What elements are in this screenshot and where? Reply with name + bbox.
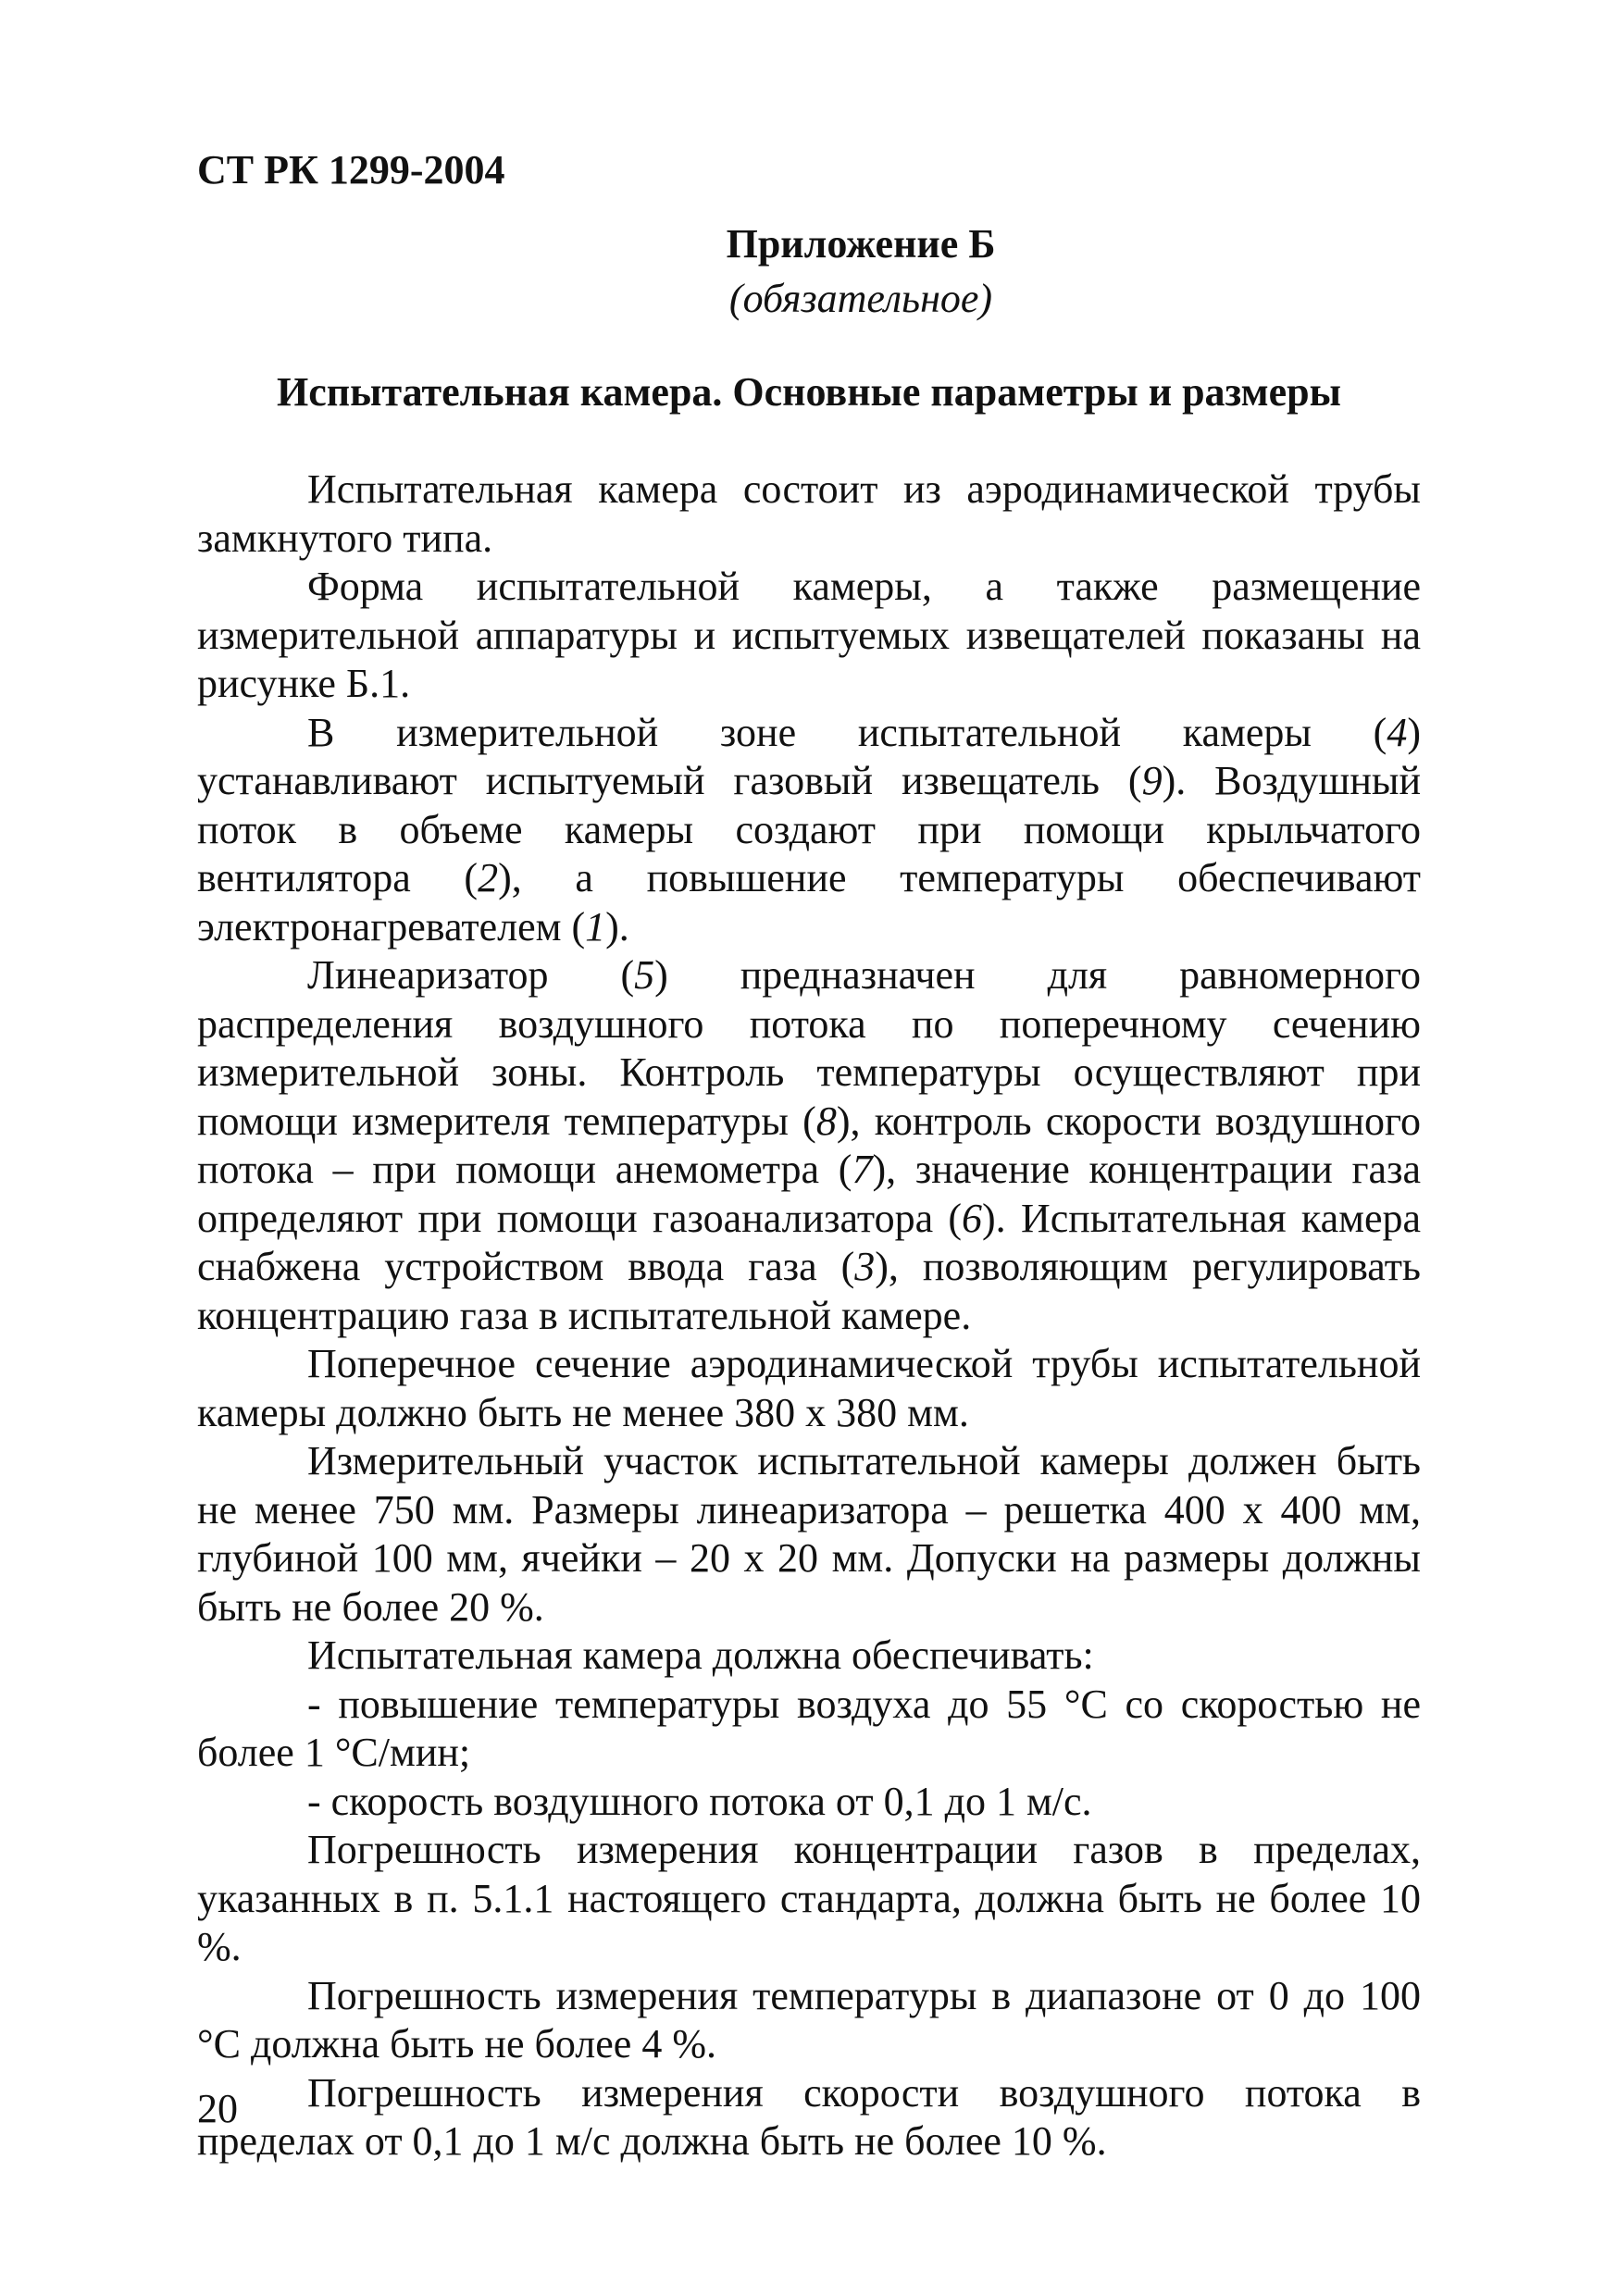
paragraph: Испытательная камера должна обеспечивать:	[307, 1632, 1094, 1678]
paragraph: Линеаризатор (5) предназначен для равномерного распределения воздушного потока по поперечному сечению измерительной зоны. Контроль температуры осуществляют при помощи измерителя температуры (8), контроль скорости воздушного потока – при помощи анемометра (7), значение концентрации газа определяют при помощи газоанализатора (6). Испытательная камера снабжена устройством ввода газа (3), позволяющим регулировать концентрацию газа в испытательной камере.	[197, 952, 1422, 1338]
paragraph: Погрешность измерения концентрации газов в пределах, указанных в п. 5.1.1 настоящего стандарта, должна быть не более 10 %.	[197, 1827, 1421, 1969]
paragraph: Погрешность измерения скорости воздушного потока в пределах от 0,1 до 1 м/с должна быть не более 10 %.	[197, 2069, 1421, 2164]
annex-title: Приложение Б	[726, 221, 996, 267]
paragraph: Погрешность измерения температуры в диапазоне от 0 до 100 °С должна быть не более 4 %.	[197, 1972, 1421, 2066]
paragraph: Измерительный участок испытательной камеры должен быть не менее 750 мм. Размеры линеаризатора – решетка 400 х 400 мм, глубиной 100 мм, ячейки – 20 х 20 мм. Допуски на размеры должны быть не более 20 %.	[197, 1438, 1421, 1630]
annex-status: (обязательное)	[728, 276, 993, 321]
section-title: Испытательная камера. Основные параметры и размеры	[277, 369, 1341, 415]
list-item: - скорость воздушного потока от 0,1 до 1 м/с.	[307, 1778, 1092, 1824]
paragraph: Поперечное сечение аэродинамической трубы испытательной камеры должно быть не менее 380 х 380 мм.	[197, 1341, 1421, 1435]
paragraph: Испытательная камера состоит из аэродинамической трубы замкнутого типа.	[197, 466, 1421, 561]
doc-code: СТ РК 1299-2004	[197, 147, 505, 192]
body-text	[197, 465, 1421, 2166]
paragraph: В измерительной зоне испытательной камеры (4) устанавливают испытуемый газовый извещатель (9). Воздушный поток в объеме камеры создают при помощи крыльчатого вентилятора (2), а повышение температуры обеспечивают электронагревателем (1).	[197, 709, 1422, 949]
paragraph: Форма испытательной камеры, а также размещение измерительной аппаратуры и испытуемых извещателей показаны на рисунке Б.1.	[197, 564, 1421, 706]
page-number: 20	[197, 2086, 238, 2131]
list-item: - повышение температуры воздуха до 55 °С со скоростью не более 1 °С/мин;	[197, 1681, 1421, 1775]
